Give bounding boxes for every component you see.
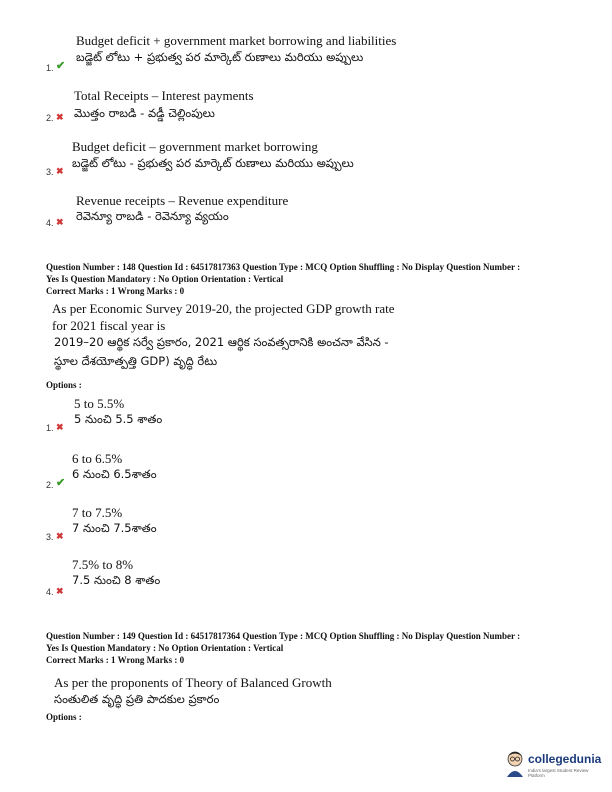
question-text-te: స్థూల దేశయోత్పత్తి GDP) వృద్ధి రేటు — [54, 354, 218, 368]
mascot-icon — [504, 750, 526, 778]
option-text-te: 7 నుంచి 7.5శాతం — [72, 521, 157, 535]
option-number: 4. — [46, 218, 54, 228]
option-text-te: రెవెన్యూ రాబడి - రెవెన్యూ వ్యయం — [76, 209, 229, 223]
option-text-te: 6 నుంచి 6.5శాతం — [72, 467, 157, 481]
question-marks: Correct Marks : 1 Wrong Marks : 0 — [46, 286, 185, 296]
option-text-te: మొత్తం రాబడి - వడ్డీ చెల్లింపులు — [74, 106, 215, 120]
correct-tick-icon: ✔ — [56, 477, 66, 489]
option-text-en: Budget deficit – government market borrowing — [72, 139, 318, 154]
option-text-te: 7.5 నుంచి 8 శాతం — [72, 573, 161, 587]
option-text-en: Revenue receipts – Revenue expenditure — [76, 193, 289, 208]
question-meta-line-2: Yes Is Question Mandatory : No Option Orientation : Vertical — [46, 274, 284, 284]
logo-tagline: India's largest Student Review Platform — [528, 768, 589, 778]
option-text-en: 5 to 5.5% — [74, 396, 125, 411]
option-number: 1. — [46, 423, 54, 433]
question-text-te: సంతులిత వృద్ధి ప్రతి పాదకుల ప్రకారం — [54, 692, 220, 706]
option-text-en: 7 to 7.5% — [72, 505, 123, 520]
question-meta-line-1: Question Number : 149 Question Id : 64517817364 Question Type : MCQ Option Shuffling : No Display Question Number : — [46, 631, 521, 641]
correct-tick-icon: ✔ — [56, 60, 66, 72]
option-text-en: Total Receipts – Interest payments — [74, 88, 254, 103]
option-number: 3. — [46, 532, 54, 542]
options-label: Options : — [46, 712, 82, 722]
wrong-cross-icon: ✖ — [56, 586, 64, 596]
wrong-cross-icon: ✖ — [56, 217, 64, 227]
option-number: 2. — [46, 480, 54, 490]
option-number: 4. — [46, 587, 54, 597]
question-text-te: 2019–20 ఆర్థిక సర్వే ప్రకారం, 2021 ఆర్థిక సంవత్సరానికి అంచనా వేసిన - — [54, 335, 389, 349]
options-label: Options : — [46, 380, 82, 390]
option-number: 1. — [46, 63, 54, 73]
option-text-en: 6 to 6.5% — [72, 451, 123, 466]
logo-name: collegedunia — [528, 752, 602, 766]
wrong-cross-icon: ✖ — [56, 166, 64, 176]
option-text-te: బడ్జెట్ లోటు - ప్రభుత్వ పర మార్కెట్ రుణాలు మరియు అప్పులు — [72, 156, 354, 170]
option-text-te: 5 నుంచి 5.5 శాతం — [74, 412, 163, 426]
wrong-cross-icon: ✖ — [56, 422, 64, 432]
option-text-en: Budget deficit + government market borrowing and liabilities — [76, 33, 397, 48]
wrong-cross-icon: ✖ — [56, 531, 64, 541]
wrong-cross-icon: ✖ — [56, 112, 64, 122]
question-text-en: for 2021 fiscal year is — [52, 318, 166, 333]
option-number: 2. — [46, 113, 54, 123]
collegedunia-logo — [504, 746, 604, 784]
option-text-te: బడ్జెట్ లోటు + ప్రభుత్వ పర మార్కెట్ రుణాలు మరియు అప్పులు — [76, 50, 364, 64]
question-marks: Correct Marks : 1 Wrong Marks : 0 — [46, 655, 185, 665]
question-text-en: As per the proponents of Theory of Balanced Growth — [54, 675, 332, 690]
question-meta-line-1: Question Number : 148 Question Id : 64517817363 Question Type : MCQ Option Shuffling : No Display Question Number : — [46, 262, 521, 272]
question-meta-line-2: Yes Is Question Mandatory : No Option Orientation : Vertical — [46, 643, 284, 653]
option-text-en: 7.5% to 8% — [72, 557, 134, 572]
question-text-en: As per Economic Survey 2019-20, the projected GDP growth rate — [52, 301, 395, 316]
option-number: 3. — [46, 167, 54, 177]
